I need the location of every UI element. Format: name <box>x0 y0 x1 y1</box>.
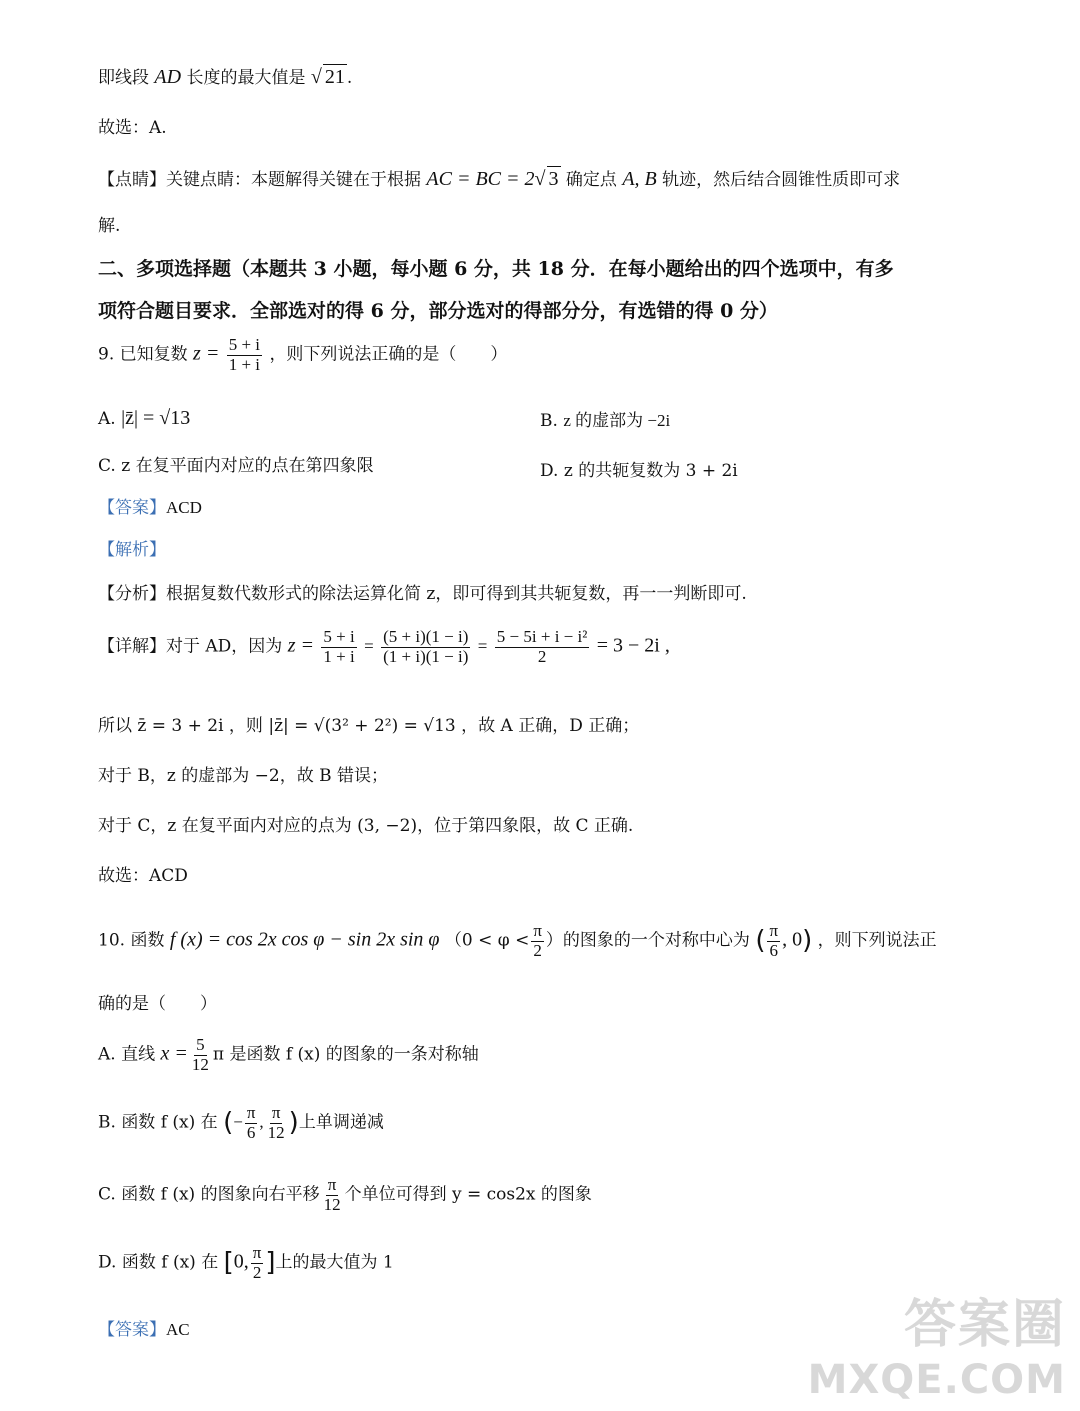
math-expr: f (x) = cos 2x cos φ − sin 2x sin φ <box>169 928 440 951</box>
q10-option-b: B. 函数 f (x) 在 (− $\frac{\pi}{6}$ , $\frac{\pi}{12}$ )上单调递减 <box>98 1103 384 1142</box>
q10-option-a <box>98 1036 479 1074</box>
tip-line-2: 解. <box>98 216 121 236</box>
text: π 是函数 f (x) 的图象的一条对称轴 <box>212 1044 479 1065</box>
text: 长度的最大值是 <box>186 68 306 88</box>
text: 根据复数代数形式的除法运算化简 z，即可得到其共轭复数，再一一判断即可. <box>166 584 747 604</box>
denominator: 12 <box>323 1194 341 1214</box>
text: 确定点 <box>565 170 617 190</box>
option-label: A. <box>98 1044 116 1065</box>
denominator: 12 <box>191 1054 209 1074</box>
text: 个单位可得到 y = cos2x 的图象 <box>344 1184 592 1205</box>
q9-for-b: 对于 B，z 的虚部为 −2，故 B 错误； <box>98 766 389 786</box>
q9-option-d <box>540 456 738 481</box>
math-expr: |z̄| = √13 <box>121 407 191 429</box>
answer-label: 【答案】 <box>98 1320 166 1340</box>
q10-stem-line2: 确的是（ ） <box>98 994 217 1014</box>
q9-option-a <box>98 406 190 430</box>
q9-analysis-label: 【解析】 <box>98 540 166 560</box>
text: 函数 f (x) 在 <box>121 1112 218 1133</box>
tip-line <box>98 166 900 191</box>
text: 上单调递减 <box>298 1112 384 1133</box>
denominator: 6 <box>246 1122 256 1142</box>
text: 函数 f (x) 的图象向右平移 <box>121 1184 320 1205</box>
math-expr: AC = BC = 2 <box>426 168 535 190</box>
math-var: AD <box>154 66 182 88</box>
sqrt-value: 21 <box>324 66 345 88</box>
watermark-cn: 答案圈 <box>903 1295 1066 1355</box>
denominator: (1 + i)(1 − i) <box>383 646 469 666</box>
option-label: B. <box>98 1112 116 1133</box>
sqrt-sign: √ <box>534 168 546 190</box>
numerator: π <box>327 1175 337 1194</box>
section-heading: 二、多项选择题（本题共 3 小题，每小题 6 分，共 18 分．在每小题给出的四个选项中，有多 <box>98 258 894 280</box>
watermark-en: MXQE.COM <box>807 1357 1066 1403</box>
option-label: C. <box>98 1184 116 1205</box>
sqrt-value: 3 <box>548 168 559 190</box>
fraction <box>322 1176 343 1214</box>
numerator: (5 + i)(1 − i) <box>383 627 469 646</box>
option-label: D. <box>540 461 559 481</box>
numerator: π <box>769 921 779 940</box>
denominator: 1 + i <box>228 354 261 374</box>
math-expr: z = <box>193 342 220 365</box>
text: ，则下列说法正确的是（ ） <box>269 344 508 365</box>
numerator: 5 + i <box>323 627 355 646</box>
numerator: π <box>271 1103 281 1122</box>
fraction <box>251 1244 264 1282</box>
tip-label: 【点睛】 <box>98 170 166 190</box>
detail-label: 【详解】 <box>98 636 166 657</box>
q9-detail: 【详解】对于 AD，因为 z = $\frac{5 + i}{1 + i}$ = $\frac{(5 + i)(1 - i)}{(1 + i)(1 - i)}$ = $\frac{\text{5 − 5i + i − i²}}{2}$ = 3 − 2i , <box>98 627 670 666</box>
fraction <box>767 922 780 960</box>
sqrt-sign: √ <box>310 66 322 88</box>
numerator: π <box>246 1103 256 1122</box>
fraction <box>495 628 590 666</box>
option-text: z 的共轭复数为 3 + 2i <box>563 461 738 481</box>
text: （0 < φ < <box>444 930 530 951</box>
answer-value: AC <box>166 1320 190 1339</box>
text: 上的最大值为 1 <box>275 1252 394 1273</box>
answer-value: ACD <box>166 498 202 517</box>
choose-a: 故选：A. <box>98 118 167 138</box>
q9-for-c: 对于 C，z 在复平面内对应的点为 (3, −2)，位于第四象限，故 C 正确. <box>98 816 634 836</box>
option-label: D. <box>98 1252 117 1273</box>
denominator: 1 + i <box>323 646 355 666</box>
fraction <box>190 1036 211 1074</box>
math-expr: = 3 − 2i , <box>596 634 670 657</box>
fraction <box>266 1104 287 1142</box>
text: 对于 AD，因为 <box>166 636 283 657</box>
text: 直线 <box>121 1044 156 1065</box>
fenxi-label: 【分析】 <box>98 584 166 604</box>
q9-so: 所以 z̄ = 3 + 2i ，则 |z̄| = √(3² + 2²) = √13 ，故 A 正确，D 正确； <box>98 716 640 736</box>
q9-option-b <box>540 406 670 431</box>
text: 函数 f (x) 在 <box>121 1252 219 1273</box>
ad-max-line: 即线段 AD 长度的最大值是 √ 21 . <box>98 66 353 88</box>
q9-answer <box>98 498 202 518</box>
text: 关键点睛：本题解得关键在于根据 <box>166 170 421 190</box>
q10-option-c <box>98 1176 592 1214</box>
q10-stem: 10. 函数 f (x) = cos 2x cos φ − sin 2x sin φ （0 < φ < $\frac{\pi}{2}$ ）的图象的一个对称中心为 ( $\frac{\pi}{6}$ , 0) ，则下列说法正 <box>98 921 937 960</box>
numerator: 5 <box>196 1035 205 1054</box>
numerator: π <box>252 1243 262 1262</box>
text: ）的图象的一个对称中心为 <box>545 930 750 951</box>
text: ，则下列说法正 <box>817 930 937 951</box>
math-expr: 0, <box>233 1250 249 1273</box>
option-label: B. <box>540 411 558 431</box>
option-text: z 的虚部为 −2i <box>563 411 671 430</box>
watermark-logo <box>808 1282 1066 1403</box>
denominator: 6 <box>769 940 779 960</box>
option-label: A. <box>98 409 116 429</box>
denominator: 2 <box>533 940 542 960</box>
q9-choose: 故选：ACD <box>98 866 188 886</box>
text: 即线段 <box>98 68 149 88</box>
q9-stem <box>98 336 507 374</box>
q9-option-c <box>98 456 374 476</box>
math-expr: A, B <box>622 168 657 190</box>
fraction <box>321 628 356 666</box>
denominator: 2 <box>537 646 547 666</box>
q10-option-d: D. 函数 f (x) 在 [0, $\frac{\pi}{2}$ ]上的最大值为 1 <box>98 1243 394 1282</box>
math-expr: , 0 <box>782 928 803 951</box>
numerator: π <box>533 921 542 940</box>
option-label: C. <box>98 456 116 476</box>
section-heading-cont: 项符合题目要求．全部选对的得 6 分，部分选对的得部分分，有选错的得 0 分） <box>98 300 778 322</box>
answer-label: 【答案】 <box>98 498 166 518</box>
option-text: z 在复平面内对应的点在第四象限 <box>121 456 374 476</box>
math-expr: x = <box>160 1042 188 1065</box>
fraction <box>381 628 470 666</box>
text: 轨迹，然后结合圆锥性质即可求 <box>662 170 901 190</box>
fraction <box>227 336 262 374</box>
fraction <box>531 922 544 960</box>
text: 9. 已知复数 <box>98 344 188 365</box>
denominator: 2 <box>252 1262 262 1282</box>
text: 10. 函数 <box>98 930 165 951</box>
numerator: 5 − 5i + i − i² <box>496 627 588 646</box>
q10-answer <box>98 1320 190 1340</box>
fraction <box>245 1104 258 1142</box>
numerator: 5 + i <box>228 335 261 354</box>
denominator: 12 <box>267 1122 285 1142</box>
q9-fenxi <box>98 584 747 604</box>
math-expr: z = <box>287 634 314 657</box>
